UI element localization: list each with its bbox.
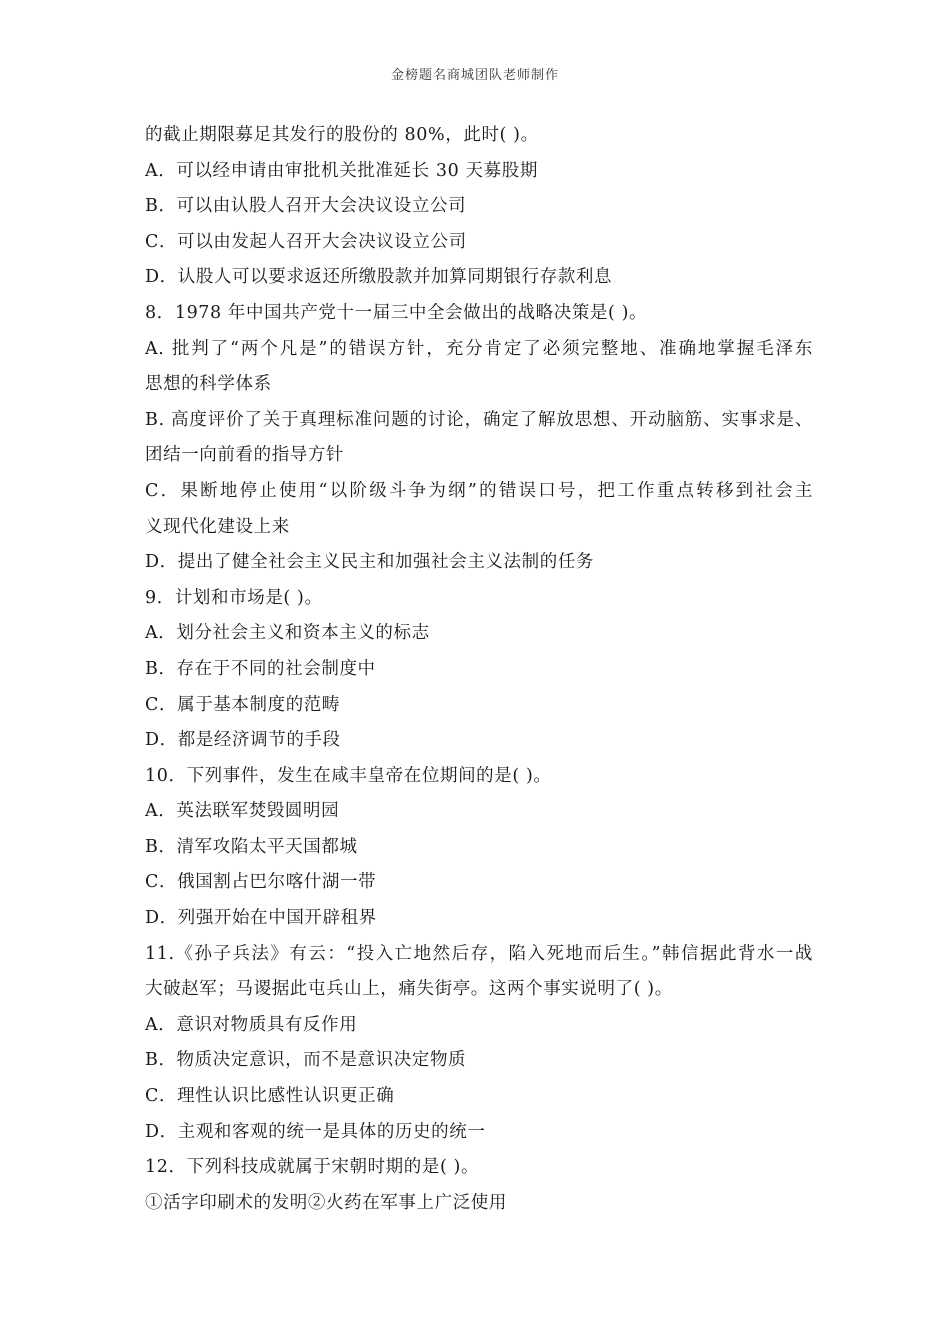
text-line: D．认股人可以要求返还所缴股款并加算同期银行存款利息	[145, 267, 613, 288]
text-line: C．可以由发起人召开大会决议设立公司	[145, 231, 467, 252]
text-line: 的截止期限募足其发行的股份的 80%，此时( )。	[145, 125, 539, 145]
text-line: C．属于基本制度的范畴	[145, 694, 340, 715]
text-line: A. 批判了“两个凡是”的错误方针，充分肯定了必须完整地、准确地掌握毛泽东	[145, 338, 813, 359]
text-line: B. 高度评价了关于真理标准问题的讨论，确定了解放思想、开动脑筋、实事求是、	[145, 409, 813, 430]
text-line: ①活字印刷术的发明②火药在军事上广泛使用	[145, 1192, 507, 1213]
text-line: C．俄国割占巴尔喀什湖一带	[145, 872, 377, 893]
question-10: 10．下列事件，发生在咸丰皇帝在位期间的是( )。	[145, 765, 552, 786]
document-body	[145, 118, 813, 1221]
text-line: D．列强开始在中国开辟租界	[145, 908, 377, 929]
text-line: D．提出了健全社会主义民主和加强社会主义法制的任务	[145, 552, 595, 573]
text-line: A．英法联军焚毁圆明园	[145, 801, 340, 822]
text-line: 义现代化建设上来	[145, 516, 290, 537]
text-line: A．意识对物质具有反作用	[145, 1014, 358, 1035]
text-line: A．划分社会主义和资本主义的标志	[145, 623, 430, 644]
text-line: B．物质决定意识，而不是意识决定物质	[145, 1050, 467, 1071]
question-9: 9．计划和市场是( )。	[145, 587, 323, 608]
text-line: D．都是经济调节的手段	[145, 730, 341, 751]
text-line: 大破赵军；马谡据此屯兵山上，痛失街亭。这两个事实说明了( )。	[145, 979, 673, 1000]
text-line: 团结一向前看的指导方针	[145, 445, 345, 466]
question-8: 8．1978 年中国共产党十一届三中全会做出的战略决策是( )。	[145, 302, 648, 323]
text-line: B．存在于不同的社会制度中	[145, 658, 376, 679]
text-line: D．主观和客观的统一是具体的历史的统一	[145, 1121, 486, 1142]
text-line: B．清军攻陷太平天国都城	[145, 836, 358, 857]
question-12: 12．下列科技成就属于宋朝时期的是( )。	[145, 1157, 480, 1178]
text-line: A．可以经申请由审批机关批准延长 30 天募股期	[145, 160, 538, 181]
text-line: 思想的科学体系	[145, 374, 272, 395]
text-line: C．果断地停止使用“以阶级斗争为纲”的错误口号，把工作重点转移到社会主	[145, 480, 813, 501]
page-header: 金榜题名商城团队老师制作	[390, 68, 559, 83]
question-11: 11.《孙子兵法》有云：“投入亡地然后存，陷入死地而后生。”韩信据此背水一战	[145, 943, 813, 964]
text-line: C．理性认识比感性认识更正确	[145, 1086, 395, 1107]
text-line: B．可以由认股人召开大会决议设立公司	[145, 196, 467, 217]
